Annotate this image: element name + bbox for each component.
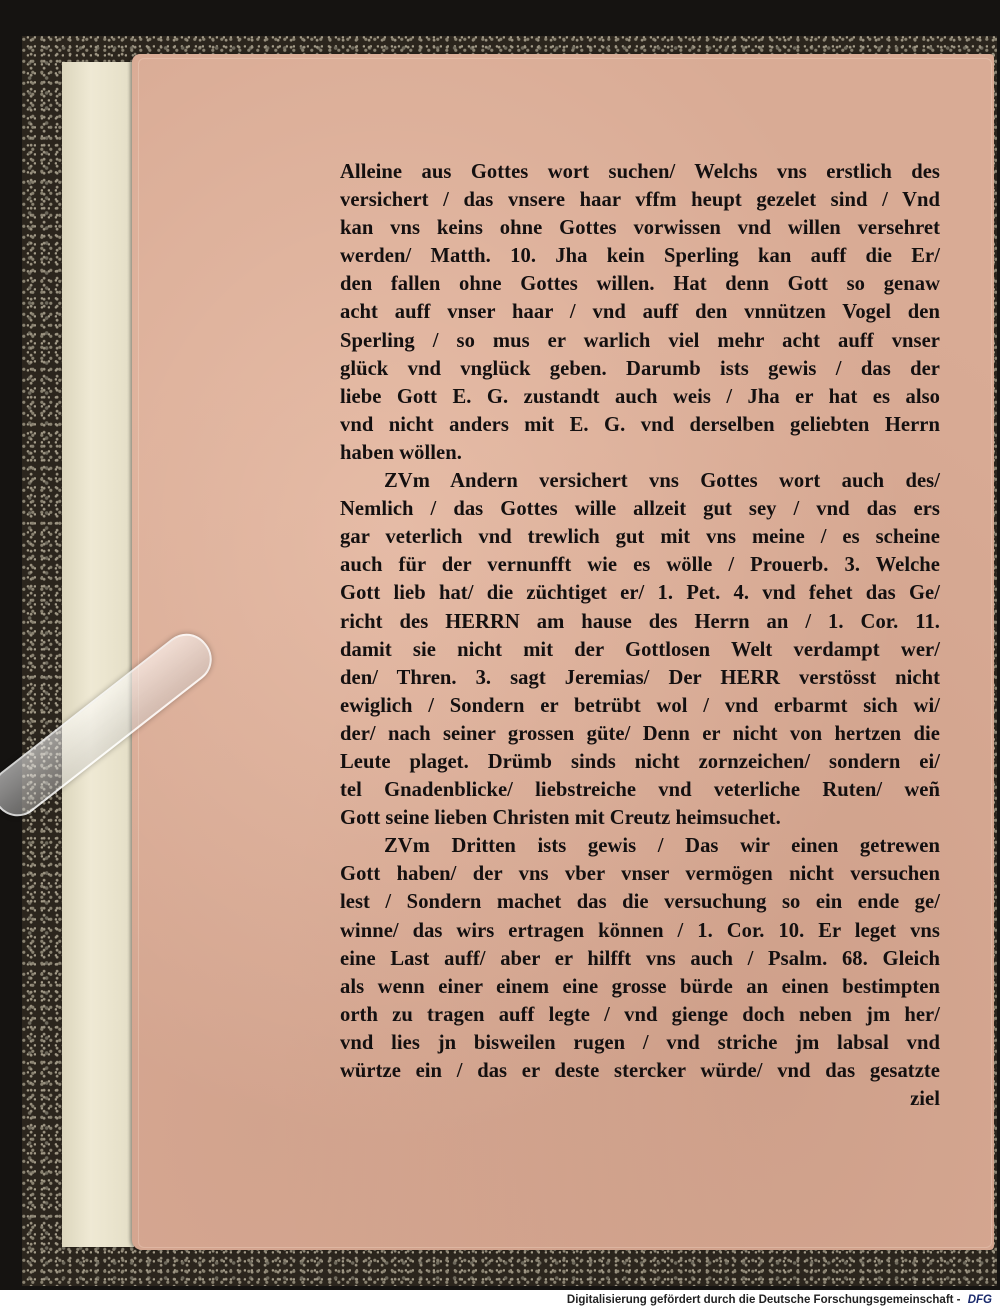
- text-line: lest / Sondern machet das die versuchung so ein ende ge/: [340, 891, 940, 914]
- paragraph-start-line: ZVm Dritten ists gewis / Das wir einen getrewen: [384, 835, 940, 858]
- text-line: glück vnd vnglück geben. Darumb ists gewis / das der: [340, 357, 940, 380]
- text-line: Leute plaget. Drümb sinds nicht zornzeichen/ sondern ei/: [340, 750, 940, 773]
- text-line: vnd nicht anders mit E. G. vnd derselben geliebten Herrn: [340, 413, 940, 436]
- text-line: winne/ das wirs ertragen können / 1. Cor. 10. Er leget vns: [340, 919, 940, 942]
- text-line: würtze ein / das er deste stercker würde/ vnd das gesatzte: [340, 1060, 940, 1082]
- text-line: damit sie nicht mit der Gottlosen Welt verdampt wer/: [340, 638, 940, 661]
- text-line: kan vns keins ohne Gottes vorwissen vnd willen versehret: [340, 217, 940, 240]
- text-line: ewiglich / Sondern er betrübt wol / vnd erbarmt sich wi/: [340, 694, 940, 717]
- text-line: haben wöllen.: [340, 441, 462, 464]
- text-line: werden/ Matth. 10. Jha kein Sperling kan auff die Er/: [340, 245, 940, 268]
- text-line: Sperling / so mus er warlich viel mehr acht auff vnser: [340, 329, 940, 352]
- text-line: vnd lies jn bisweilen rugen / vnd striche jm labsal vnd: [340, 1031, 940, 1054]
- text-line: tel Gnadenblicke/ liebstreiche vnd veterliche Ruten/ weñ: [340, 779, 940, 802]
- text-line: Gott haben/ der vns vber vnser vermögen nicht versuchen: [340, 863, 940, 886]
- paragraph-start-line: ZVm Andern versichert vns Gottes wort auch des/: [384, 470, 940, 493]
- text-line: Gott seine lieben Christen mit Creutz heimsuchet.: [340, 807, 781, 830]
- body-text: [340, 158, 940, 1113]
- catchword: ziel: [910, 1088, 940, 1111]
- text-line: richt des HERRN am hause des Herrn an / 1. Cor. 11.: [340, 610, 940, 633]
- text-line: Gott lieb hat/ die züchtiget er/ 1. Pet. 4. vnd fehet das Ge/: [340, 582, 940, 605]
- binding-spine: [62, 62, 134, 1247]
- text-line: den/ Thren. 3. sagt Jeremias/ Der HERR verstösst nicht: [340, 666, 940, 689]
- funding-footer: [567, 1292, 994, 1308]
- text-line: auch für der vernunfft wie es wölle / Prouerb. 3. Welche: [340, 554, 940, 577]
- text-line: eine Last auff/ aber er hilfft vns auch / Psalm. 68. Gleich: [340, 947, 940, 970]
- text-line: Alleine aus Gottes wort suchen/ Welchs vns erstlich des: [340, 161, 940, 183]
- funding-text: Digitalisierung gefördert durch die Deutsche Forschungsgemeinschaft -: [566, 1294, 961, 1306]
- text-line: den fallen ohne Gottes willen. Hat denn Gott so genaw: [340, 273, 940, 296]
- text-line: acht auff vnser haar / vnd auff den vnnützen Vogel den: [340, 301, 940, 324]
- text-line: als wenn einer einem eine grosse bürde an einen bestimpten: [340, 975, 940, 998]
- text-line: Nemlich / das Gottes wille allzeit gut sey / vnd das ers: [340, 498, 940, 521]
- dfg-logo: DFG: [967, 1294, 992, 1306]
- text-line: versichert / das vnsere haar vffm heupt gezelet sind / Vnd: [340, 189, 940, 212]
- text-line: liebe Gott E. G. zustandt auch weis / Jha er hat es also: [340, 385, 940, 408]
- text-line: der/ nach seiner grossen güte/ Denn er nicht von hertzen die: [340, 722, 940, 745]
- text-line: gar veterlich vnd trewlich gut mit vns meine / es scheine: [340, 526, 940, 549]
- text-line: orth zu tragen auff legte / vnd gienge doch neben jm her/: [340, 1003, 940, 1026]
